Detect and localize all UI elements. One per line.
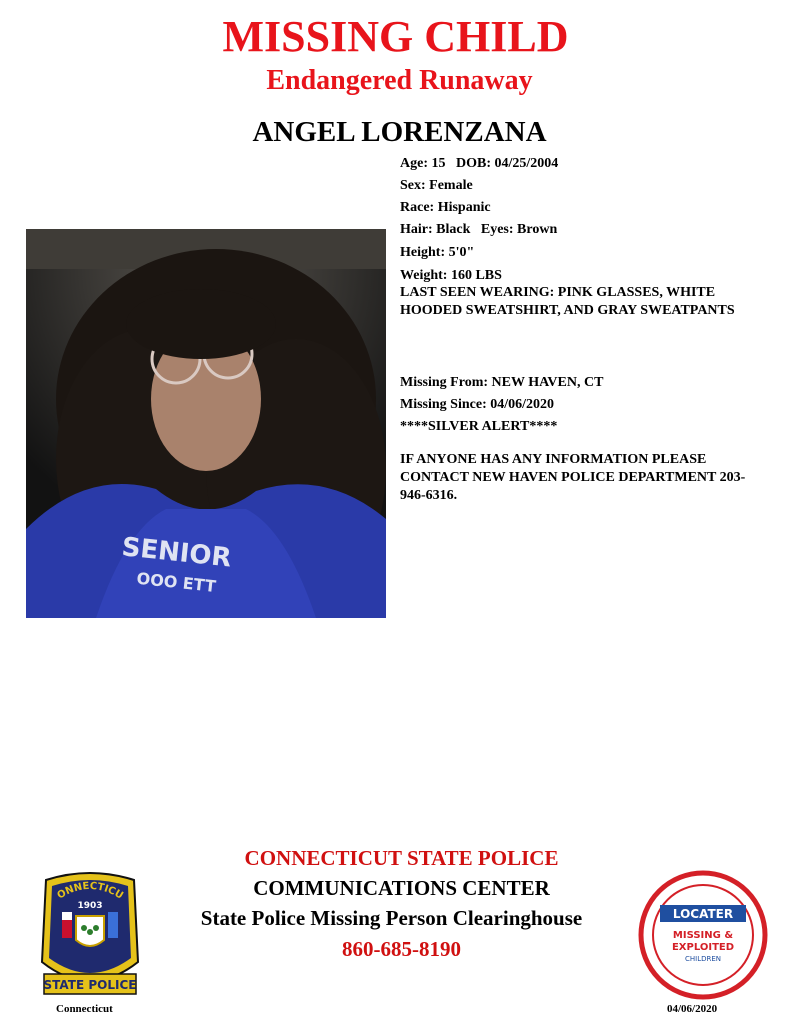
hair-eyes-line: Hair: Black Eyes: Brown [400, 222, 558, 237]
footer-caption-date: 04/06/2020 [667, 1003, 718, 1015]
height-line: Height: 5'0" [400, 245, 475, 260]
locater-icon [638, 870, 768, 1000]
missing-from-line: Missing From: NEW HAVEN, CT [400, 375, 604, 390]
badge-icon [38, 870, 142, 998]
missing-person-name: ANGEL LORENZANA [252, 116, 547, 148]
footer-caption-left: Connecticut [56, 1003, 113, 1015]
contact-instructions: IF ANYONE HAS ANY INFORMATION PLEASE CONTACT NEW HAVEN POLICE DEPARTMENT 203-946-6316. [400, 452, 746, 503]
clearinghouse-name: State Police Missing Person Clearinghouse [200, 906, 583, 930]
svg-text:CHILDREN: CHILDREN [684, 955, 722, 963]
race-line: Race: Hispanic [400, 200, 491, 215]
poster-title: MISSING CHILD [222, 12, 569, 61]
svg-text:1903: 1903 [77, 901, 103, 911]
svg-text:STATE POLICE: STATE POLICE [43, 978, 137, 992]
alert-line: ****SILVER ALERT**** [400, 419, 558, 434]
locater-logo [638, 870, 768, 1000]
sex-line: Sex: Female [400, 178, 473, 193]
svg-text:SENIOR: SENIOR [120, 532, 233, 574]
missing-since-line: Missing Since: 04/06/2020 [400, 397, 555, 412]
svg-text:MISSING &: MISSING & [672, 930, 734, 941]
weight-line: Weight: 160 LBS [400, 268, 502, 283]
communications-center: COMMUNICATIONS CENTER [253, 876, 550, 900]
contact-phone: 860-685-8190 [342, 937, 461, 961]
agency-name: CONNECTICUT STATE POLICE [244, 846, 559, 870]
svg-text:EXPLOITED: EXPLOITED [671, 942, 735, 953]
svg-text:OOO ETT: OOO ETT [135, 568, 217, 596]
poster-subtitle: Endangered Runaway [266, 65, 533, 96]
svg-text:LOCATER: LOCATER [672, 907, 734, 921]
missing-person-photo [26, 229, 386, 618]
state-police-badge-logo [38, 870, 142, 998]
photo-illustration [26, 229, 386, 618]
age-dob-line: Age: 15 DOB: 04/25/2004 [400, 156, 559, 171]
svg-text:CONNECTICUT: ONNECTICU [55, 880, 125, 902]
clothing-description: LAST SEEN WEARING: PINK GLASSES, WHITE HOODED SWEATSHIRT, AND GRAY SWEATPANTS [400, 285, 735, 318]
